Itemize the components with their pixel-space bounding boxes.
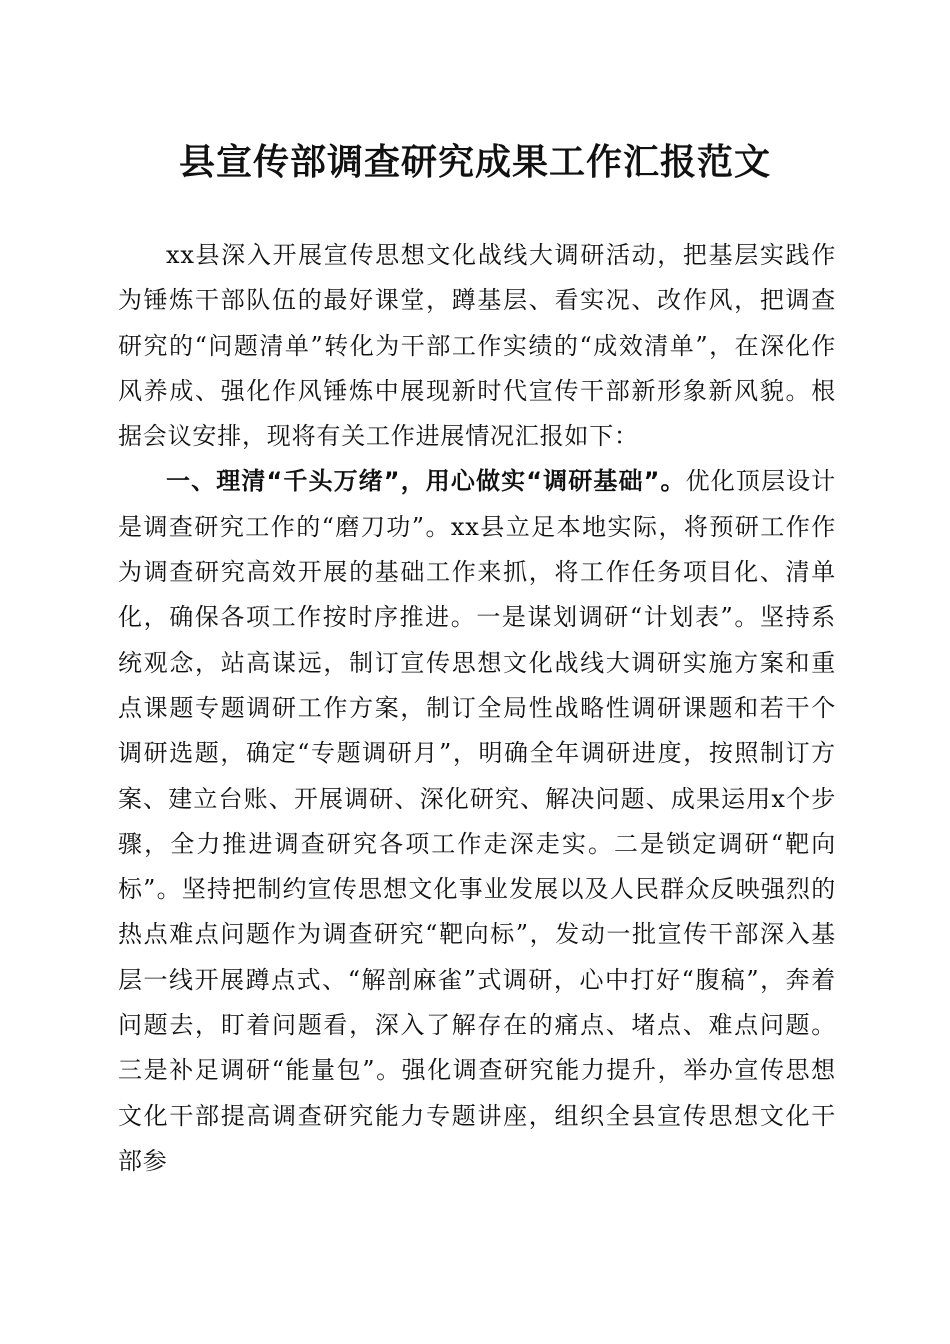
section-1-paragraph (118, 459, 836, 1184)
document-body (118, 233, 836, 1184)
section-1-text: 优化顶层设计是调查研究工作的“磨刀功”。xx县立足本地实际，将预研工作作为调查研究高效开展的基础工作来抓，将工作任务项目化、清单化，确保各项工作按时序推进。一是谋划调研“计划表”。坚持系统观念，站高谋远，制订宣传思想文化战线大调研实施方案和重点课题专题调研工作方案，制订全局性战略性调研课题和若干个调研选题，确定“专题调研月”，明确全年调研进度，按照制订方案、建立台账、开展调研、深化研究、解决问题、成果运用x个步骤，全力推进调查研究各项工作走深走实。二是锁定调研“靶向标”。坚持把制约宣传思想文化事业发展以及人民群众反映强烈的热点难点问题作为调查研究“靶向标”，发动一批宣传干部深入基层一线开展蹲点式、“解剖麻雀”式调研，心中打好“腹稿”，奔着问题去，盯着问题看，深入了解存在的痛点、堵点、难点问题。三是补足调研“能量包”。强化调查研究能力提升，举办宣传思想文化干部提高调查研究能力专题讲座，组织全县宣传思想文化干部参 (118, 467, 836, 1175)
intro-paragraph: xx县深入开展宣传思想文化战线大调研活动，把基层实践作为锤炼干部队伍的最好课堂，蹲基层、看实况、改作风，把调查研究的“问题清单”转化为干部工作实绩的“成效清单”，在深化作风养成、强化作风锤炼中展现新时代宣传干部新形象新风貌。根据会议安排，现将有关工作进展情况汇报如下： (118, 241, 836, 451)
section-1-heading: 一、理清“千头万绪”，用心做实“调研基础”。 (166, 467, 686, 496)
document-title: 县宣传部调查研究成果工作汇报范文 (178, 141, 771, 183)
